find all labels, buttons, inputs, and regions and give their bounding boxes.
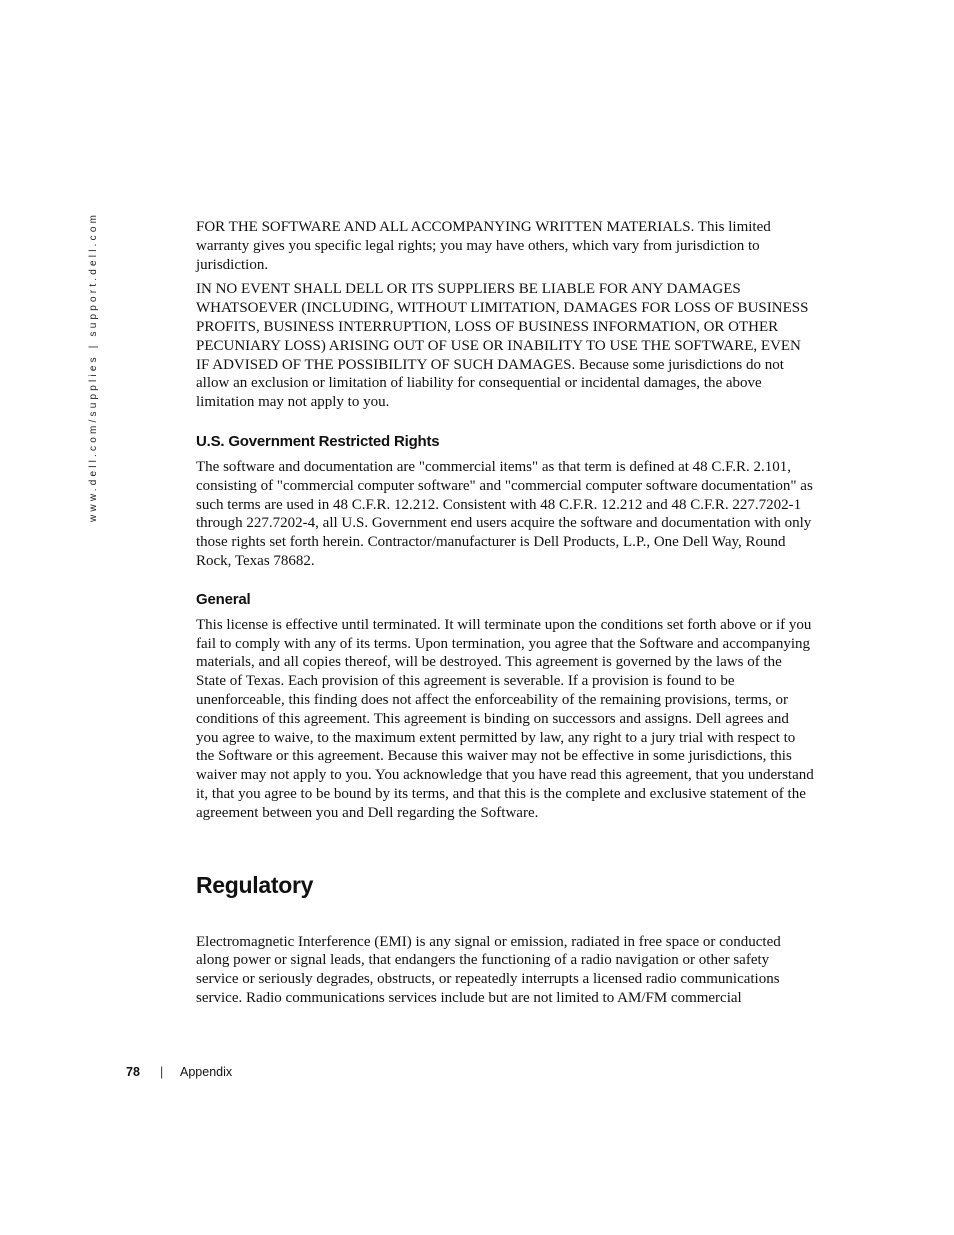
regulatory-paragraph: Electromagnetic Interference (EMI) is any signal or emission, radiated in free space or conducted along power or signal leads, that endangers the functioning of a radio navigation or other safety service or seriously degrades, obstructs, or repeatedly interrupts a licensed radio communications service. Radio communications services include but are not limited to AM/FM commercial [196, 933, 781, 1006]
gov-rights-paragraph: The software and documentation are "commercial items" as that term is defined at 48 C.F.R. 2.101, consisting of "commercial computer software" and "commercial computer software documentation" as such terms are used in 48 C.F.R. 12.212. Consistent with 48 C.F.R. 12.212 and 48 C.F.R. 227.7202-1 through 227.7202-4, all U.S. Government end users acquire the software and documentation with only those rights set forth herein. Contractor/manufacturer is Dell Products, L.P., One Dell Way, Round Rock, Texas 78682. [196, 458, 813, 569]
general-paragraph: This license is effective until terminated. It will terminate upon the conditions set forth above or if you fail to comply with any of its terms. Upon termination, you agree that the Software and accompanying materials, and all copies thereof, will be destroyed. This agreement is governed by the laws of the State of Texas. Each provision of this agreement is severable. If a provision is found to be unenforceable, this finding does not affect the enforceability of the remaining provisions, terms, or conditions of this agreement. This agreement is binding on successors and assigns. Dell agrees and you agree to waive, to the maximum extent permitted by law, any right to a jury trial with respect to the Software or this agreement. Because this waiver may not be effective in some jurisdictions, this waiver may not apply to you. You acknowledge that you have read this agreement, that you understand it, that you agree to be bound by its terms, and that this is the complete and exclusive statement of the agreement between you and Dell regarding the Software. [196, 616, 814, 821]
warranty-paragraph: FOR THE SOFTWARE AND ALL ACCOMPANYING WRITTEN MATERIALS. This limited warranty gives you specific legal rights; you may have others, which vary from jurisdiction to jurisdiction. [196, 219, 771, 273]
liability-paragraph: IN NO EVENT SHALL DELL OR ITS SUPPLIERS BE LIABLE FOR ANY DAMAGES WHATSOEVER (INCLUDING, WITHOUT LIMITATION, DAMAGES FOR LOSS OF BUSINESS PROFITS, BUSINESS INTERRUPTION, LOSS OF BUSINESS INFORMATION, OR OTHER PECUNIARY LOSS) ARISING OUT OF USE OR INABILITY TO USE THE SOFTWARE, EVEN IF ADVISED OF THE POSSIBILITY OF SUCH DAMAGES. Because some jurisdictions do not allow an exclusion or limitation of liability for consequential or incidental damages, the above limitation may not apply to you. [196, 281, 809, 411]
gov-rights-heading: U.S. Government Restricted Rights [196, 432, 440, 450]
page-number: 78 [126, 1065, 140, 1079]
side-url-text: www.dell.com/supplies | support.dell.com [88, 211, 99, 522]
regulatory-heading: Regulatory [196, 871, 314, 898]
general-heading: General [196, 590, 251, 608]
document-body [196, 218, 814, 1008]
footer-separator: | [160, 1065, 164, 1079]
footer-section-name: Appendix [180, 1065, 233, 1079]
page-footer [126, 1062, 232, 1082]
